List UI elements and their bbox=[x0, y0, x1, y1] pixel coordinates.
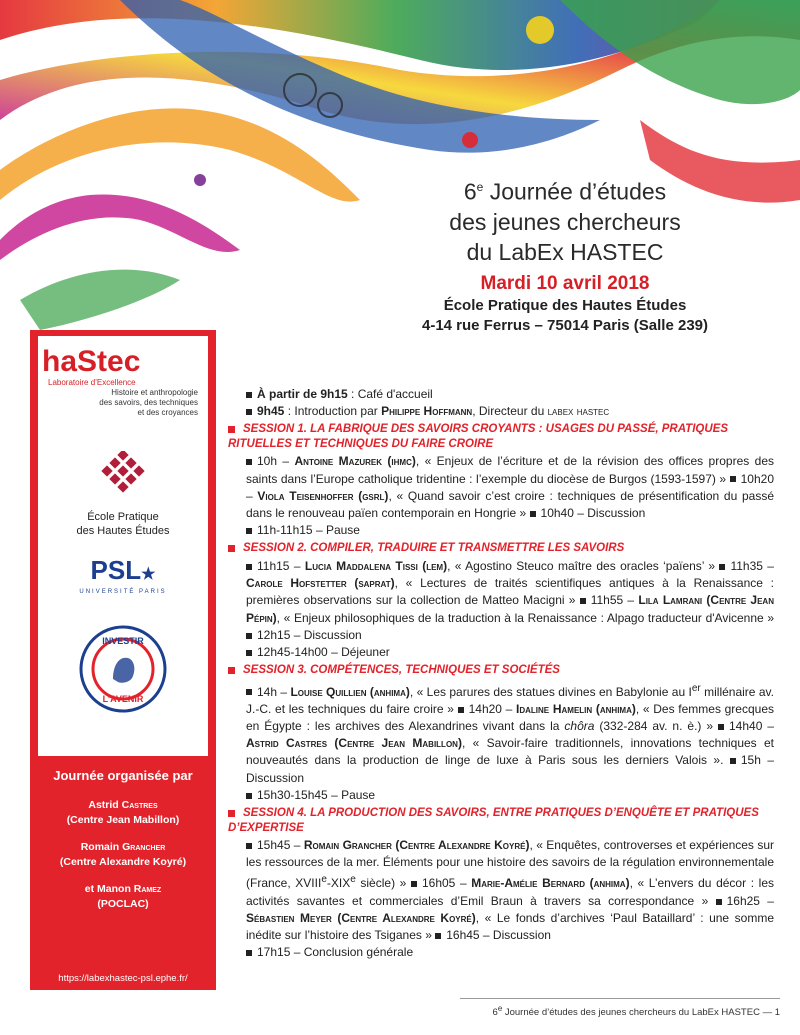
organizers-heading: Journée organisée par bbox=[53, 768, 193, 783]
program-intro-line: 9h45 : Introduction par Philippe Hoffmann, Directeur du labex hastec bbox=[228, 403, 774, 420]
organizers-block bbox=[38, 768, 208, 924]
event-date: Mardi 10 avril 2018 bbox=[480, 273, 650, 294]
program-intro-line: À partir de 9h15 : Café d'accueil bbox=[228, 386, 774, 403]
session-title: SESSION 2. COMPILER, TRADUIRE ET TRANSMETTRE LES SAVOIRS bbox=[228, 541, 774, 556]
session-title: SESSION 4. LA PRODUCTION DES SAVOIRS, ENTRE PRATIQUES D’ENQUÊTE ET PRATIQUES D’EXPERTISE bbox=[228, 807, 759, 834]
lunch-line: 12h45-14h00 – Déjeuner bbox=[228, 644, 774, 661]
footer-divider bbox=[460, 998, 780, 999]
session-body: 15h45 – Romain Grancher (Centre Alexandre Koyré), « Enquêtes, controverses et expériences sur les ressources de la mer. Éléments pour une histoire des savoirs de la régulation environnementale (France, XVIIIe-XIXe siècle) » 16h05 – Marie-Amélie Bernard (anhima), « L’envers du décor : les activités savantes et commerciales d’Emil Braun à travers sa correspondance » 16h25 – Sébastien Meyer (Centre Alexandre Koyré), « Le fonds d’archives ‘Paul Bataillard’ : une somme inédite sur l’histoire des Tsiganes » 16h45 – Discussion bbox=[246, 838, 774, 943]
program bbox=[228, 386, 774, 961]
venue-name: École Pratique des Hautes Études bbox=[443, 297, 687, 314]
organizer: Romain Grancher (Centre Alexandre Koyré) bbox=[59, 841, 187, 868]
svg-text:L’AVENIR: L’AVENIR bbox=[102, 694, 144, 704]
event-date-venue bbox=[380, 272, 750, 336]
hastec-logo: haStec Laboratoire d’Excellence Histoire et anthropologie des savoirs, des techniques et des croyances bbox=[42, 345, 198, 417]
svg-text:INVESTIR: INVESTIR bbox=[102, 636, 144, 646]
session-title: SESSION 1. LA FABRIQUE DES SAVOIRS CROYANTS : USAGES DU PASSÉ, PRATIQUES RITUELLES ET TECHNIQUES DU FAIRE CROIRE bbox=[228, 423, 728, 450]
ephe-emblem-icon bbox=[95, 451, 151, 501]
psl-logo: PSL★ UNIVERSITÉ PARIS bbox=[79, 555, 167, 595]
logo-panel bbox=[38, 336, 208, 756]
session-body: 14h – Louise Quillien (anhima), « Les parures des statues divines en Babylonie au Ier millénaire av. J.-C. et les techniques du faire croire » 14h20 – Idaline Hamelin (anhima), « Des femmes grecques en Égypte : les archives des Alexandrines vivant dans la chôra (332-284 av. n. è.) » 14h40 – Astrid Castres (Centre Jean Mabillon), « Savoir-faire traditionnels, innovations techniques et nouveautés dans la production de linge de luxe à Paris sous les derniers Valois ». 15h – Discussion bbox=[246, 682, 775, 785]
session-title: SESSION 3. COMPÉTENCES, TECHNIQUES ET SOCIÉTÉS bbox=[228, 663, 774, 678]
event-title: 6e Journée d’études des jeunes chercheurs du LabEx HASTEC bbox=[449, 178, 681, 265]
ephe-logo: École Pratique des Hautes Études bbox=[38, 451, 208, 538]
website-link[interactable]: https://labexhastec-psl.ephe.fr/ bbox=[58, 973, 188, 984]
pause-line: 15h30-15h45 – Pause bbox=[228, 787, 774, 804]
sidebar bbox=[30, 330, 216, 990]
conclusion-line: 17h15 – Conclusion générale bbox=[228, 944, 774, 961]
session-body: 10h – Antoine Mazurek (ihmc), « Enjeux de l’écriture et de la révision des offices propres des saints dans l’Europe catholique tridentine : l’exemple du diocèse de Burgos (1593-1597) » 10h20 – Viola Teisenhoffer (gsrl), « Quand savoir c’est croire : techniques de présentification du passé dans le renouveau païen contemporain en Hongrie » 10h40 – Discussion bbox=[246, 454, 774, 521]
pause-line: 11h-11h15 – Pause bbox=[228, 522, 774, 539]
investir-avenir-logo bbox=[78, 624, 168, 714]
venue-address: 4-14 rue Ferrus – 75014 Paris (Salle 239) bbox=[421, 317, 708, 334]
organizer: Astrid Castres (Centre Jean Mabillon) bbox=[66, 799, 180, 826]
session-body: 11h15 – Lucia Maddalena Tissi (lem), « Agostino Steuco maître des oracles ‘païens’ » 11h35 – Carole Hofstetter (saprat), « Lectures de traités scientifiques antiques à la Renaissance : premières observations sur la collection de Matteo Macigni » 11h55 – Lila Lamrani (Centre Jean Pépin), « Enjeux philosophiques de la traduction à la Renaissance : Alpago traducteur d'Avicenne » 12h15 – Discussion bbox=[246, 558, 774, 642]
page-footer: 6e Journée d’études des jeunes chercheurs du LabEx HASTEC — 1 bbox=[492, 1004, 780, 1019]
organizer: et Manon Ramez (POCLAC) bbox=[84, 883, 162, 910]
